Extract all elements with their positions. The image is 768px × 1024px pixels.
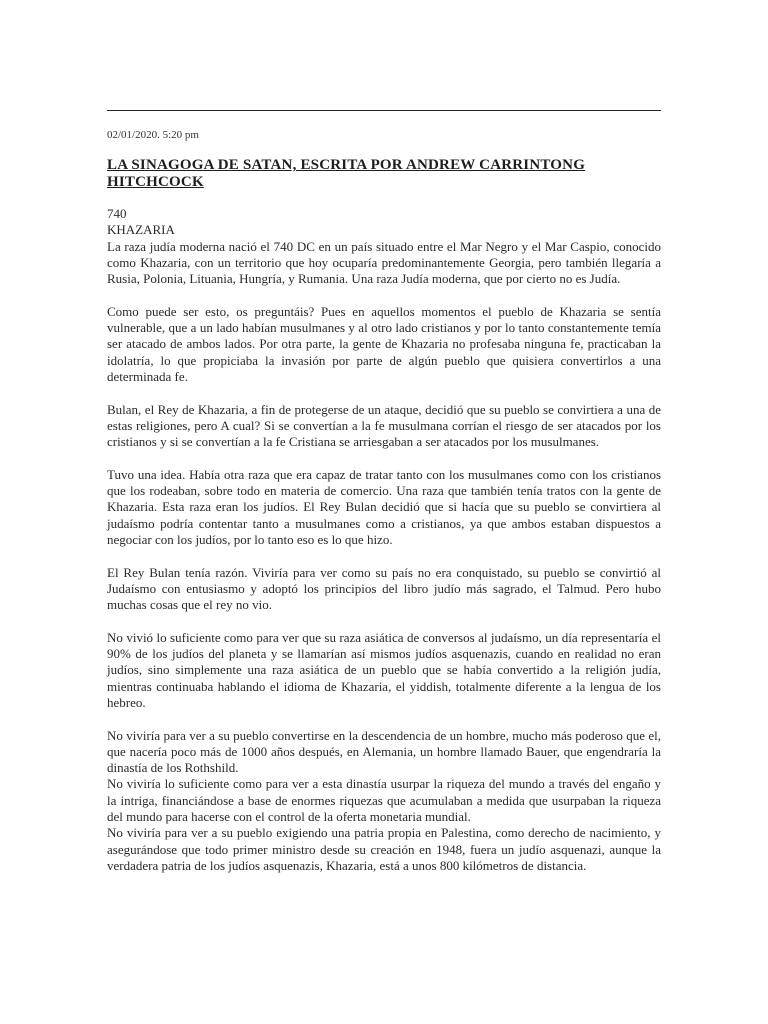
paragraph: Bulan, el Rey de Khazaria, a fin de protegerse de un ataque, decidió que su pueblo se convirtiera a una de estas religiones, pero A cual? Si se convertían a la fe musulmana corrían el riesgo de ser atacados por los cristianos y si se convertían a la fe Cristiana se arriesgaban a ser atacados por los musulmanes. [107, 401, 661, 450]
paragraph: El Rey Bulan tenía razón. Viviría para ver como su país no era conquistado, su pueblo se convirtió al Judaísmo con entusiasmo y adoptó los principios del libro judío más sagrado, el Talmud. Pero hubo muchas cosas que el rey no vio. [107, 564, 661, 613]
paragraph: No vivió lo suficiente como para ver que su raza asiática de conversos al judaísmo, un día representaría el 90% de los judíos del planeta y se llamarían así mismos judíos asquenazis, cuando en realidad no eran judíos, sino simplemente una raza asiática de un pueblo que se había convertido a la religión judía, mientras continuaba hablando el idioma de Khazaria, el yiddish, totalmente diferente a la lengua de los hebreo. [107, 629, 661, 710]
paragraph: La raza judía moderna nació el 740 DC en un país situado entre el Mar Negro y el Mar Caspio, conocido como Khazaria, con un territorio que hoy ocuparía predominantemente Georgia, pero también llegaría a Rusia, Polonia, Lituania, Hungría, y Rumania. Una raza Judía moderna, que por cierto no es Judía. [107, 238, 661, 287]
paragraph: No viviría para ver a su pueblo convertirse en la descendencia de un hombre, mucho más poderoso que el, que nacería poco más de 1000 años después, en Alemania, un hombre llamado Bauer, que engendraría la dinastía de los Rothshild. [107, 727, 661, 776]
section-heading: KHAZARIA [107, 222, 175, 238]
post-date: 02/01/2020. 5:20 pm [107, 129, 199, 141]
paragraph: No viviría lo suficiente como para ver a esta dinastía usurpar la riqueza del mundo a través del engaño y la intriga, financiándose a base de enormes riquezas que acumulaban a medida que usurpaban la riqueza del mundo para hacerse con el control de la oferta monetaria mundial. [107, 776, 661, 824]
paragraph: Tuvo una idea. Había otra raza que era capaz de tratar tanto con los musulmanes como con los cristianos que los rodeaban, sobre todo en materia de comercio. Una raza que también tenía tratos con la gente de Khazaria. Esta raza eran los judíos. El Rey Bulan decidió que si hacía que su pueblo se convirtiera al judaísmo podría contentar tanto a musulmanes como a cristianos, ya que ambos estaban dispuestos a negociar con los judíos, por lo tanto eso es lo que hizo. [107, 466, 661, 547]
year-label: 740 [107, 206, 127, 221]
document-title: LA SINAGOGA DE SATAN, ESCRITA POR ANDREW CARRINTONG HITCHCOCK [107, 157, 586, 190]
header-divider [107, 110, 661, 111]
paragraph: Como puede ser esto, os preguntáis? Pues en aquellos momentos el pueblo de Khazaria se sentía vulnerable, que a un lado habían musulmanes y al otro lado cristianos y por lo tanto constantemente temía ser atacado de ambos lados. Por otra parte, la gente de Khazaria no profesaba ninguna fe, practicaban la idolatría, lo que propiciaba la invasión por parte de algún pueblo que quisiera convertirlos a una determinada fe. [107, 303, 661, 384]
document-body [107, 206, 661, 874]
paragraph: No viviría para ver a su pueblo exigiendo una patria propia en Palestina, como derecho de nacimiento, y asegurándose que todo primer ministro desde su creación en 1948, fuera un judío asquenazi, aunque la verdadera patria de los judíos asquenazis, Khazaria, está a unos 800 kilómetros de distancia. [107, 825, 661, 873]
